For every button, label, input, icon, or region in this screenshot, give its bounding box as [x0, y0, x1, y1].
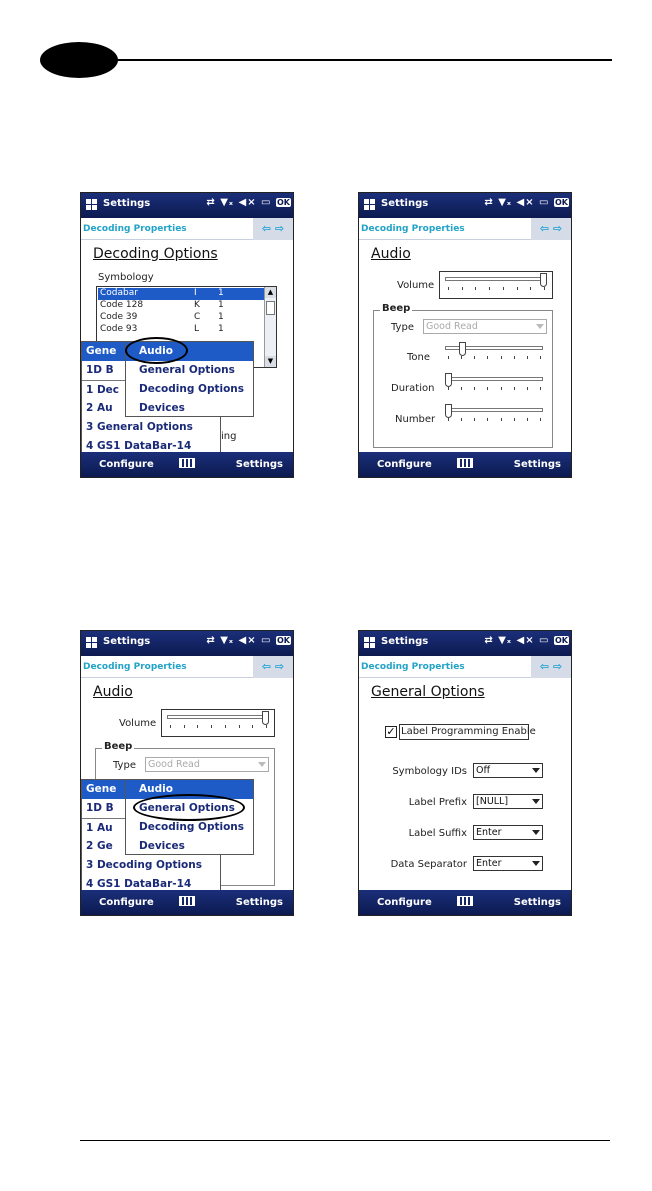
list-item-name: Code 128	[100, 300, 144, 310]
title-bar	[359, 631, 571, 656]
sub-bar	[359, 218, 571, 240]
section-title: Audio	[371, 246, 411, 262]
settings-softkey[interactable]: Settings	[513, 897, 561, 908]
bottom-bar	[81, 452, 293, 477]
windows-start-icon[interactable]	[364, 199, 376, 211]
slider-tick	[474, 356, 475, 359]
slider-tick	[461, 356, 462, 359]
screenshot-audio-general-options-menu	[80, 630, 294, 916]
list-item-id: I	[194, 288, 197, 298]
section-title: General Options	[371, 684, 485, 700]
slider-tick	[461, 418, 462, 421]
volume-label: Volume	[119, 718, 157, 729]
dropdown-value: Enter	[476, 827, 502, 838]
sub-bar-title: Decoding Properties	[361, 662, 465, 672]
status-icons-text: ⇄ ▼ₓ ◀× ▭	[206, 197, 272, 208]
slider-tick	[530, 287, 531, 290]
chevron-down-icon	[532, 861, 540, 866]
duration-label: Duration	[391, 383, 435, 394]
slider-tick	[448, 418, 449, 421]
field-label: Label Prefix	[408, 797, 467, 808]
list-item[interactable]	[98, 312, 264, 324]
highlight-circle	[125, 337, 188, 364]
slider-tick	[474, 418, 475, 421]
slider-tick	[239, 725, 240, 728]
configure-softkey[interactable]: Configure	[377, 459, 432, 470]
keyboard-icon[interactable]	[457, 458, 473, 468]
slider-tick	[197, 725, 198, 728]
submenu-item-decoding-options[interactable]: Decoding Options	[139, 821, 245, 833]
slider-tick	[184, 725, 185, 728]
label-programming-label: Label Programming Enable	[401, 726, 536, 737]
sub-bar-title: Decoding Properties	[361, 224, 465, 234]
configure-softkey[interactable]: Configure	[377, 897, 432, 908]
chevron-down-icon	[532, 768, 540, 773]
status-icons	[206, 197, 291, 208]
beep-group-title: Beep	[382, 303, 411, 314]
field-label: Label Suffix	[408, 828, 467, 839]
duration-slider[interactable]	[445, 373, 543, 395]
windows-start-icon[interactable]	[364, 637, 376, 649]
field-label: Data Separator	[390, 859, 467, 870]
chevron-down-icon	[258, 762, 266, 767]
slider-tick	[225, 725, 226, 728]
peek-text: ing	[221, 431, 237, 442]
list-item-val: 1	[218, 324, 224, 334]
slider-tick	[461, 387, 462, 390]
tone-slider[interactable]	[445, 342, 543, 364]
windows-start-icon[interactable]	[86, 199, 98, 211]
slider-tick	[170, 725, 171, 728]
volume-slider[interactable]	[167, 711, 269, 733]
screenshot-decoding-options-audio-menu	[80, 192, 294, 478]
status-icons	[206, 635, 291, 646]
list-item-id: C	[194, 312, 201, 322]
volume-slider[interactable]	[445, 273, 547, 295]
slider-tick	[252, 725, 253, 728]
sub-bar	[81, 656, 293, 678]
submenu-item-general-options[interactable]: General Options	[139, 802, 235, 814]
chevron-down-icon	[532, 830, 540, 835]
windows-start-icon[interactable]	[86, 637, 98, 649]
field-label: Symbology IDs	[392, 766, 467, 777]
nav-arrows-icon[interactable]: ⇦ ⇨	[253, 656, 293, 678]
slider-tick	[514, 356, 515, 359]
content-area	[359, 678, 571, 892]
ok-button[interactable]: OK	[555, 636, 568, 645]
slider-tick	[540, 356, 541, 359]
data-separator-dropdown[interactable]	[473, 856, 543, 871]
slider-tick	[540, 387, 541, 390]
bottom-bar	[81, 890, 293, 915]
title-bar	[81, 631, 293, 656]
section-title: Audio	[93, 684, 133, 700]
slider-tick	[514, 387, 515, 390]
slider-ticks	[445, 418, 543, 422]
screenshot-audio-settings	[358, 192, 572, 478]
dropdown-value: Off	[476, 765, 491, 776]
type-label: Type	[391, 322, 414, 333]
volume-label: Volume	[397, 280, 435, 291]
slider-tick	[517, 287, 518, 290]
status-icons	[484, 197, 569, 208]
list-item-id: K	[194, 300, 200, 310]
list-item-name: Code 93	[100, 324, 138, 334]
slider-tick	[448, 287, 449, 290]
label-prefix-dropdown[interactable]	[473, 794, 543, 809]
list-item-name: Codabar	[100, 288, 138, 298]
header-rule	[110, 59, 612, 61]
menu-item[interactable]: 1 Dec	[82, 380, 220, 399]
settings-softkey[interactable]: Settings	[235, 459, 283, 470]
footer-rule	[80, 1140, 610, 1141]
title-bar	[81, 193, 293, 218]
submenu-item-general-options[interactable]: General Options	[139, 364, 235, 376]
list-item[interactable]	[98, 288, 264, 300]
slider-thumb[interactable]	[445, 373, 452, 387]
section-title: Decoding Options	[93, 246, 218, 262]
slider-tick	[487, 356, 488, 359]
type-dropdown-value: Good Read	[426, 321, 478, 332]
list-item-val: 1	[218, 300, 224, 310]
title-bar-app: Settings	[381, 198, 429, 209]
menu-item[interactable]: 2 Ge	[86, 840, 113, 852]
ok-button[interactable]: OK	[277, 198, 290, 207]
slider-tick	[474, 387, 475, 390]
scroll-up-icon[interactable]: ▲	[265, 287, 276, 298]
bottom-bar	[359, 452, 571, 477]
submenu-item-audio[interactable]: Audio	[126, 342, 253, 361]
label-suffix-dropdown[interactable]	[473, 825, 543, 840]
chevron-down-icon	[532, 799, 540, 804]
title-bar-app: Settings	[103, 198, 151, 209]
slider-ticks	[445, 356, 543, 360]
list-item-id: L	[194, 324, 200, 334]
type-dropdown	[145, 757, 269, 772]
type-label: Type	[113, 760, 136, 771]
list-item-val: 1	[218, 288, 224, 298]
slider-track[interactable]	[445, 277, 547, 281]
symbology-ids-dropdown[interactable]	[473, 763, 543, 778]
submenu-item-decoding-options[interactable]: Decoding Options	[139, 383, 245, 395]
slider-tick	[544, 287, 545, 290]
slider-thumb[interactable]	[445, 404, 452, 418]
slider-ticks	[445, 387, 543, 391]
list-item[interactable]	[98, 300, 264, 312]
menu-item[interactable]: 3 General Options	[86, 421, 193, 433]
configure-softkey[interactable]: Configure	[99, 459, 154, 470]
menu-item[interactable]: 2 Au	[86, 402, 113, 414]
content-area	[359, 240, 571, 454]
chapter-tab-pill	[40, 42, 118, 78]
slider-track[interactable]	[445, 408, 543, 412]
menu-item[interactable]: 1D B	[86, 802, 114, 814]
slider-tick	[266, 725, 267, 728]
dropdown-value: [NULL]	[476, 796, 509, 807]
slider-tick	[487, 387, 488, 390]
submenu-item-devices[interactable]: Devices	[139, 402, 185, 414]
slider-tick	[448, 356, 449, 359]
sub-bar	[359, 656, 571, 678]
menu-item[interactable]: Gene	[82, 342, 220, 361]
keyboard-icon[interactable]	[179, 458, 195, 468]
slider-track[interactable]	[445, 377, 543, 381]
slider-tick	[514, 418, 515, 421]
sub-bar-title: Decoding Properties	[83, 224, 187, 234]
menu-item[interactable]: 1D B	[86, 364, 114, 376]
list-item-name: Code 39	[100, 312, 138, 322]
menu-item[interactable]: Gene	[82, 780, 220, 799]
title-bar	[359, 193, 571, 218]
nav-arrows-icon[interactable]: ⇦ ⇨	[531, 656, 571, 678]
slider-tick	[211, 725, 212, 728]
ok-button[interactable]: OK	[555, 198, 568, 207]
number-label: Number	[395, 414, 436, 425]
ok-button[interactable]: OK	[277, 636, 290, 645]
slider-tick	[489, 287, 490, 290]
slider-tick	[527, 356, 528, 359]
slider-thumb[interactable]	[459, 342, 466, 356]
title-bar-app: Settings	[381, 636, 429, 647]
slider-tick	[501, 418, 502, 421]
scroll-thumb[interactable]	[266, 301, 275, 315]
status-icons-text: ⇄ ▼ₓ ◀× ▭	[206, 635, 272, 646]
submenu-item-devices[interactable]: Devices	[139, 840, 185, 852]
settings-softkey[interactable]: Settings	[235, 897, 283, 908]
slider-tick	[527, 418, 528, 421]
menu-item[interactable]: 3 Decoding Options	[86, 859, 202, 871]
dropdown-value: Enter	[476, 858, 502, 869]
chevron-down-icon	[536, 324, 544, 329]
list-item-val: 1	[218, 312, 224, 322]
slider-tick	[527, 387, 528, 390]
slider-tick	[540, 418, 541, 421]
slider-tick	[503, 287, 504, 290]
screenshot-general-options	[358, 630, 572, 916]
status-icons-text: ⇄ ▼ₓ ◀× ▭	[484, 197, 550, 208]
slider-ticks	[167, 725, 269, 729]
keyboard-icon[interactable]	[457, 896, 473, 906]
number-slider[interactable]	[445, 404, 543, 426]
sub-bar-title: Decoding Properties	[83, 662, 187, 672]
highlight-circle	[133, 794, 245, 821]
type-dropdown-value: Good Read	[148, 759, 200, 770]
slider-tick	[448, 387, 449, 390]
status-icons-text: ⇄ ▼ₓ ◀× ▭	[484, 635, 550, 646]
scroll-down-icon[interactable]: ▼	[265, 356, 276, 367]
tone-label: Tone	[407, 352, 431, 363]
slider-tick	[475, 287, 476, 290]
slider-tick	[462, 287, 463, 290]
slider-thumb[interactable]	[262, 711, 269, 725]
sub-bar	[81, 218, 293, 240]
submenu-item-audio[interactable]: Audio	[126, 780, 253, 799]
list-item[interactable]	[98, 324, 264, 336]
beep-group-title: Beep	[104, 741, 133, 752]
menu-item[interactable]: 4 GS1 DataBar-14	[86, 440, 192, 452]
settings-softkey[interactable]: Settings	[513, 459, 561, 470]
slider-thumb[interactable]	[540, 273, 547, 287]
slider-track[interactable]	[167, 715, 269, 719]
status-icons	[484, 635, 569, 646]
title-bar-app: Settings	[103, 636, 151, 647]
menu-item[interactable]: 1 Au	[82, 818, 220, 837]
symbology-label: Symbology	[98, 272, 154, 283]
label-programming-checkbox[interactable]: ✓	[386, 725, 396, 738]
slider-ticks	[445, 287, 547, 291]
slider-tick	[501, 387, 502, 390]
configure-softkey[interactable]: Configure	[99, 897, 154, 908]
type-dropdown	[423, 319, 547, 334]
listbox-scrollbar[interactable]	[264, 287, 276, 367]
bottom-bar	[359, 890, 571, 915]
menu-item[interactable]: 4 GS1 DataBar-14	[86, 878, 192, 890]
slider-tick	[487, 418, 488, 421]
nav-arrows-icon[interactable]: ⇦ ⇨	[531, 218, 571, 240]
nav-arrows-icon[interactable]: ⇦ ⇨	[253, 218, 293, 240]
keyboard-icon[interactable]	[179, 896, 195, 906]
slider-tick	[501, 356, 502, 359]
